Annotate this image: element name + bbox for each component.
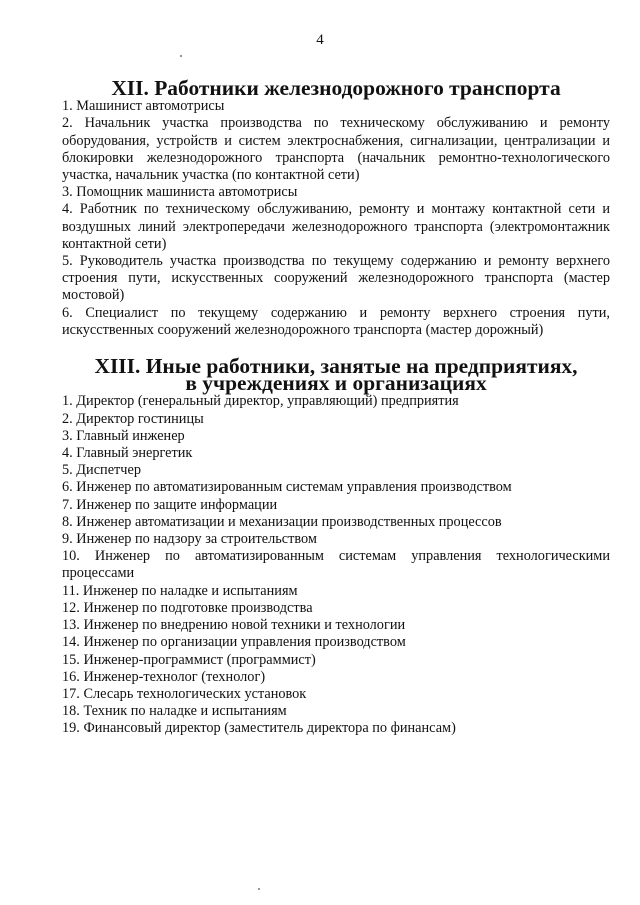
list-item: 8. Инженер автоматизации и механизации производственных процессов (62, 513, 502, 530)
list-item: 3. Главный инженер (62, 427, 185, 444)
list-item: 13. Инженер по внедрению новой техники и технологии (62, 617, 406, 634)
list-item: 1. Директор (генеральный директор, управляющий) предприятия (62, 393, 459, 410)
scan-speck (258, 888, 260, 890)
list-item: 14. Инженер по организации управления производством (62, 634, 406, 651)
list-item: 17. Слесарь технологических установок (62, 685, 307, 702)
list-item: 16. Инженер-технолог (технолог) (62, 668, 266, 685)
list-item: 3. Помощник машиниста автомотрисы (62, 184, 298, 201)
list-item: 6. Инженер по автоматизированным системам управления производством (62, 479, 512, 496)
list-item: 6. Специалист по текущему содержанию и ремонту верхнего строения пути, искусственных сооружений железнодорожного транспорта (мастер дорожный) (62, 304, 610, 338)
section-13-title (62, 354, 610, 396)
list-item: 1. Машинист автомотрисы (62, 98, 225, 115)
section-13-title-line2: в учреждениях и организациях (185, 371, 487, 396)
scan-speck (180, 55, 182, 57)
list-item: 9. Инженер по надзору за строительством (62, 531, 317, 548)
list-item: 2. Начальник участка производства по техническому обслуживанию и ремонту оборудования, устройств и систем электроснабжения, сигнализации, централизации и блокировки железнодорожного транспорта (начальник ремонтно-технологического участка, начальник участка (по контактной сети) (62, 115, 610, 184)
section-12-list (62, 98, 610, 339)
list-item: 4. Главный энергетик (62, 445, 193, 462)
list-item: 11. Инженер по наладке и испытаниям (62, 582, 298, 599)
section-13-title-line1: XIII. Иные работники, занятые на предприятиях, (94, 354, 578, 379)
section-12-title (62, 76, 610, 100)
section-12-title-text: XII. Работники железнодорожного транспорта (111, 76, 561, 100)
list-item: 7. Инженер по защите информации (62, 496, 278, 513)
list-item: 2. Директор гостиницы (62, 410, 204, 427)
list-item: 18. Техник по наладке и испытаниям (62, 703, 287, 720)
document-body (62, 76, 610, 738)
list-item: 5. Диспетчер (62, 462, 141, 479)
list-item: 4. Работник по техническому обслуживанию, ремонту и монтажу контактной сети и воздушных линий электропередачи железнодорожного транспорта (электромонтажник контактной сети) (62, 201, 610, 252)
page-number: 4 (316, 32, 324, 48)
list-item: 5. Руководитель участка производства по текущему содержанию и ремонту верхнего строения пути, искусственных сооружений железнодорожного транспорта (мастер мостовой) (62, 253, 610, 304)
list-item: 15. Инженер-программист (программист) (62, 651, 316, 668)
list-item: 10. Инженер по автоматизированным системам управления технологическими процессами (62, 548, 610, 582)
list-item: 12. Инженер по подготовке производства (62, 599, 313, 616)
section-13-list (62, 393, 610, 737)
list-item: 19. Финансовый директор (заместитель директора по финансам) (62, 720, 456, 737)
